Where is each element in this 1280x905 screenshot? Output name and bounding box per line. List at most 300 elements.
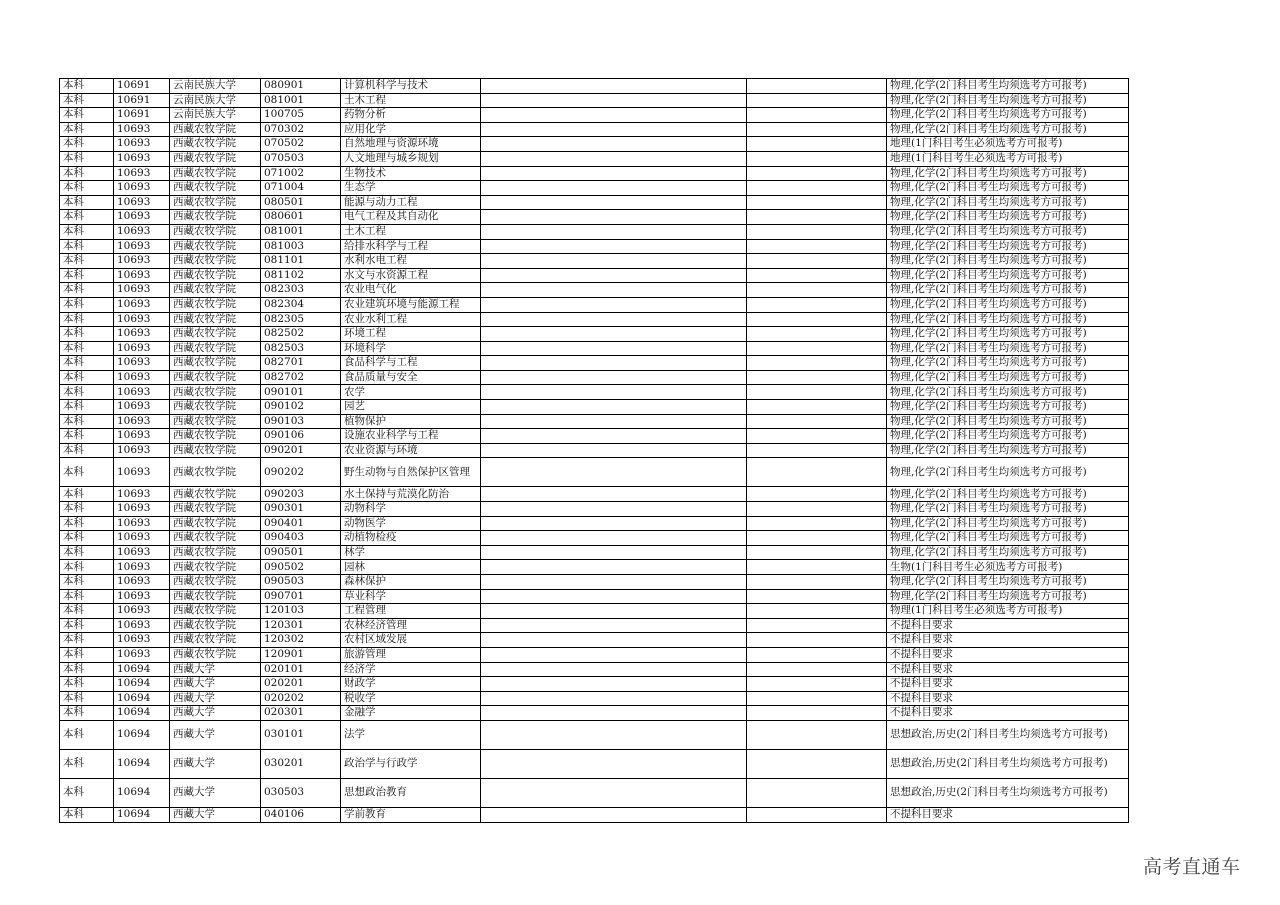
cell-major-name: 环境工程 [341, 327, 481, 342]
cell-blank-a [481, 341, 747, 356]
cell-school-code: 10693 [114, 370, 170, 385]
cell-school-code: 10693 [114, 356, 170, 371]
table-row [60, 531, 1129, 546]
cell-level: 本科 [60, 137, 114, 152]
cell-school-name: 西藏大学 [170, 807, 261, 822]
cell-major-name: 设施农业科学与工程 [341, 429, 481, 444]
cell-school-name: 西藏农牧学院 [170, 297, 261, 312]
cell-level: 本科 [60, 633, 114, 648]
cell-subject-requirement: 物理,化学(2门科目考生均须选考方可报考) [887, 224, 1129, 239]
cell-major-code: 020301 [261, 706, 341, 721]
cell-blank-b [747, 122, 887, 137]
cell-subject-requirement: 生物(1门科目考生必须选考方可报考) [887, 560, 1129, 575]
cell-blank-a [481, 647, 747, 662]
cell-school-name: 西藏农牧学院 [170, 195, 261, 210]
cell-blank-a [481, 327, 747, 342]
cell-subject-requirement: 思想政治,历史(2门科目考生均须选考方可报考) [887, 720, 1129, 749]
cell-level: 本科 [60, 443, 114, 458]
cell-level: 本科 [60, 502, 114, 517]
cell-blank-b [747, 662, 887, 677]
cell-subject-requirement: 不提科目要求 [887, 662, 1129, 677]
cell-school-name: 西藏大学 [170, 720, 261, 749]
cell-subject-requirement: 物理,化学(2门科目考生均须选考方可报考) [887, 545, 1129, 560]
cell-blank-a [481, 633, 747, 648]
cell-blank-b [747, 647, 887, 662]
cell-school-name: 西藏农牧学院 [170, 137, 261, 152]
cell-school-code: 10693 [114, 297, 170, 312]
cell-level: 本科 [60, 706, 114, 721]
cell-school-code: 10693 [114, 647, 170, 662]
cell-blank-b [747, 356, 887, 371]
cell-blank-b [747, 341, 887, 356]
cell-blank-a [481, 575, 747, 590]
cell-level: 本科 [60, 385, 114, 400]
cell-blank-a [481, 312, 747, 327]
cell-subject-requirement: 思想政治,历史(2门科目考生均须选考方可报考) [887, 749, 1129, 778]
cell-blank-b [747, 778, 887, 807]
cell-school-name: 西藏农牧学院 [170, 239, 261, 254]
cell-school-code: 10693 [114, 166, 170, 181]
cell-blank-a [481, 195, 747, 210]
cell-school-name: 西藏大学 [170, 677, 261, 692]
cell-major-name: 经济学 [341, 662, 481, 677]
cell-major-name: 学前教育 [341, 807, 481, 822]
cell-subject-requirement: 地理(1门科目考生必须选考方可报考) [887, 151, 1129, 166]
cell-subject-requirement: 物理,化学(2门科目考生均须选考方可报考) [887, 429, 1129, 444]
cell-major-code: 120901 [261, 647, 341, 662]
cell-blank-b [747, 531, 887, 546]
cell-level: 本科 [60, 283, 114, 298]
cell-blank-b [747, 677, 887, 692]
cell-major-code: 030503 [261, 778, 341, 807]
cell-major-name: 税收学 [341, 691, 481, 706]
cell-major-code: 090102 [261, 400, 341, 415]
cell-major-name: 水文与水资源工程 [341, 268, 481, 283]
cell-blank-a [481, 268, 747, 283]
cell-subject-requirement: 物理,化学(2门科目考生均须选考方可报考) [887, 356, 1129, 371]
cell-blank-b [747, 181, 887, 196]
cell-school-code: 10694 [114, 677, 170, 692]
cell-major-code: 080501 [261, 195, 341, 210]
cell-blank-b [747, 443, 887, 458]
table-row [60, 604, 1129, 619]
cell-level: 本科 [60, 210, 114, 225]
cell-blank-a [481, 400, 747, 415]
cell-subject-requirement: 物理,化学(2门科目考生均须选考方可报考) [887, 589, 1129, 604]
table-row [60, 807, 1129, 822]
cell-major-name: 能源与动力工程 [341, 195, 481, 210]
cell-school-name: 西藏大学 [170, 706, 261, 721]
cell-level: 本科 [60, 327, 114, 342]
cell-subject-requirement: 物理,化学(2门科目考生均须选考方可报考) [887, 516, 1129, 531]
cell-blank-b [747, 93, 887, 108]
cell-school-name: 西藏大学 [170, 662, 261, 677]
cell-blank-a [481, 210, 747, 225]
cell-subject-requirement: 物理,化学(2门科目考生均须选考方可报考) [887, 181, 1129, 196]
cell-school-name: 西藏农牧学院 [170, 589, 261, 604]
table-body [60, 79, 1129, 823]
cell-school-code: 10694 [114, 778, 170, 807]
cell-blank-a [481, 487, 747, 502]
cell-blank-b [747, 400, 887, 415]
table-row [60, 575, 1129, 590]
cell-subject-requirement: 物理,化学(2门科目考生均须选考方可报考) [887, 414, 1129, 429]
table-row [60, 370, 1129, 385]
cell-major-code: 090301 [261, 502, 341, 517]
table-row [60, 268, 1129, 283]
cell-school-name: 西藏农牧学院 [170, 356, 261, 371]
cell-major-name: 森林保护 [341, 575, 481, 590]
table-row [60, 618, 1129, 633]
cell-school-name: 西藏农牧学院 [170, 618, 261, 633]
cell-subject-requirement: 物理,化学(2门科目考生均须选考方可报考) [887, 195, 1129, 210]
cell-major-code: 090502 [261, 560, 341, 575]
cell-level: 本科 [60, 93, 114, 108]
cell-subject-requirement: 物理,化学(2门科目考生均须选考方可报考) [887, 166, 1129, 181]
cell-school-code: 10693 [114, 414, 170, 429]
cell-blank-b [747, 151, 887, 166]
cell-major-code: 090203 [261, 487, 341, 502]
table-row [60, 385, 1129, 400]
cell-major-code: 082702 [261, 370, 341, 385]
cell-major-code: 030201 [261, 749, 341, 778]
cell-school-code: 10691 [114, 79, 170, 94]
cell-level: 本科 [60, 181, 114, 196]
cell-major-name: 生态学 [341, 181, 481, 196]
cell-school-code: 10693 [114, 151, 170, 166]
cell-school-name: 西藏农牧学院 [170, 443, 261, 458]
cell-school-code: 10694 [114, 691, 170, 706]
cell-subject-requirement: 物理,化学(2门科目考生均须选考方可报考) [887, 210, 1129, 225]
cell-blank-b [747, 749, 887, 778]
cell-major-code: 082503 [261, 341, 341, 356]
cell-major-name: 农业建筑环境与能源工程 [341, 297, 481, 312]
cell-major-name: 人文地理与城乡规划 [341, 151, 481, 166]
table-row [60, 749, 1129, 778]
cell-school-name: 西藏农牧学院 [170, 604, 261, 619]
cell-level: 本科 [60, 254, 114, 269]
cell-school-code: 10693 [114, 560, 170, 575]
cell-subject-requirement: 不提科目要求 [887, 706, 1129, 721]
cell-major-code: 020202 [261, 691, 341, 706]
table-row [60, 662, 1129, 677]
cell-subject-requirement: 物理,化学(2门科目考生均须选考方可报考) [887, 297, 1129, 312]
cell-major-code: 030101 [261, 720, 341, 749]
cell-major-name: 生物技术 [341, 166, 481, 181]
cell-subject-requirement: 物理,化学(2门科目考生均须选考方可报考) [887, 458, 1129, 487]
cell-major-name: 电气工程及其自动化 [341, 210, 481, 225]
cell-blank-a [481, 458, 747, 487]
cell-major-name: 环境科学 [341, 341, 481, 356]
cell-major-name: 工程管理 [341, 604, 481, 619]
cell-major-name: 动植物检疫 [341, 531, 481, 546]
cell-level: 本科 [60, 356, 114, 371]
cell-major-name: 药物分析 [341, 108, 481, 123]
cell-major-name: 水土保持与荒漠化防治 [341, 487, 481, 502]
cell-level: 本科 [60, 604, 114, 619]
cell-major-name: 思想政治教育 [341, 778, 481, 807]
cell-major-code: 081102 [261, 268, 341, 283]
cell-major-name: 金融学 [341, 706, 481, 721]
cell-major-code: 081001 [261, 93, 341, 108]
cell-school-code: 10693 [114, 531, 170, 546]
table-row [60, 429, 1129, 444]
cell-blank-a [481, 254, 747, 269]
cell-school-name: 云南民族大学 [170, 79, 261, 94]
cell-blank-a [481, 560, 747, 575]
cell-major-code: 090403 [261, 531, 341, 546]
cell-school-code: 10693 [114, 254, 170, 269]
cell-level: 本科 [60, 575, 114, 590]
cell-blank-b [747, 254, 887, 269]
cell-blank-a [481, 137, 747, 152]
cell-school-code: 10693 [114, 429, 170, 444]
cell-major-code: 090401 [261, 516, 341, 531]
cell-level: 本科 [60, 122, 114, 137]
cell-subject-requirement: 不提科目要求 [887, 618, 1129, 633]
cell-school-name: 西藏农牧学院 [170, 327, 261, 342]
cell-major-code: 020201 [261, 677, 341, 692]
cell-school-code: 10693 [114, 283, 170, 298]
cell-major-code: 120302 [261, 633, 341, 648]
cell-blank-b [747, 268, 887, 283]
cell-blank-a [481, 108, 747, 123]
cell-subject-requirement: 物理,化学(2门科目考生均须选考方可报考) [887, 443, 1129, 458]
cell-blank-a [481, 297, 747, 312]
cell-blank-a [481, 516, 747, 531]
cell-subject-requirement: 不提科目要求 [887, 633, 1129, 648]
cell-major-code: 070302 [261, 122, 341, 137]
cell-blank-a [481, 502, 747, 517]
cell-blank-b [747, 720, 887, 749]
cell-blank-a [481, 691, 747, 706]
cell-blank-b [747, 385, 887, 400]
cell-major-code: 082303 [261, 283, 341, 298]
cell-level: 本科 [60, 545, 114, 560]
cell-school-name: 西藏大学 [170, 749, 261, 778]
cell-major-code: 090101 [261, 385, 341, 400]
cell-level: 本科 [60, 778, 114, 807]
cell-blank-b [747, 458, 887, 487]
cell-level: 本科 [60, 720, 114, 749]
cell-subject-requirement: 物理,化学(2门科目考生均须选考方可报考) [887, 254, 1129, 269]
cell-major-code: 040106 [261, 807, 341, 822]
cell-school-name: 西藏农牧学院 [170, 268, 261, 283]
cell-major-code: 120301 [261, 618, 341, 633]
cell-major-code: 082305 [261, 312, 341, 327]
cell-level: 本科 [60, 647, 114, 662]
cell-level: 本科 [60, 414, 114, 429]
cell-major-name: 旅游管理 [341, 647, 481, 662]
cell-level: 本科 [60, 516, 114, 531]
cell-subject-requirement: 物理(1门科目考生必须选考方可报考) [887, 604, 1129, 619]
cell-blank-a [481, 531, 747, 546]
table-row [60, 151, 1129, 166]
cell-major-name: 土木工程 [341, 224, 481, 239]
cell-level: 本科 [60, 108, 114, 123]
cell-major-name: 草业科学 [341, 589, 481, 604]
cell-school-code: 10691 [114, 108, 170, 123]
cell-subject-requirement: 物理,化学(2门科目考生均须选考方可报考) [887, 400, 1129, 415]
cell-major-name: 动物科学 [341, 502, 481, 517]
cell-blank-b [747, 297, 887, 312]
cell-major-code: 070503 [261, 151, 341, 166]
cell-major-code: 082502 [261, 327, 341, 342]
cell-major-code: 082304 [261, 297, 341, 312]
cell-school-code: 10693 [114, 633, 170, 648]
cell-school-name: 西藏农牧学院 [170, 633, 261, 648]
cell-blank-b [747, 618, 887, 633]
table-row [60, 720, 1129, 749]
table-row [60, 108, 1129, 123]
cell-school-code: 10693 [114, 443, 170, 458]
cell-subject-requirement: 物理,化学(2门科目考生均须选考方可报考) [887, 108, 1129, 123]
cell-level: 本科 [60, 458, 114, 487]
cell-blank-a [481, 370, 747, 385]
cell-subject-requirement: 物理,化学(2门科目考生均须选考方可报考) [887, 268, 1129, 283]
cell-school-code: 10693 [114, 545, 170, 560]
cell-blank-a [481, 224, 747, 239]
cell-level: 本科 [60, 531, 114, 546]
cell-school-code: 10693 [114, 400, 170, 415]
cell-level: 本科 [60, 807, 114, 822]
cell-blank-a [481, 414, 747, 429]
cell-subject-requirement: 物理,化学(2门科目考生均须选考方可报考) [887, 122, 1129, 137]
cell-blank-b [747, 502, 887, 517]
cell-major-name: 土木工程 [341, 93, 481, 108]
cell-blank-b [747, 224, 887, 239]
cell-level: 本科 [60, 151, 114, 166]
cell-subject-requirement: 不提科目要求 [887, 677, 1129, 692]
table-row [60, 297, 1129, 312]
cell-school-code: 10693 [114, 181, 170, 196]
cell-level: 本科 [60, 370, 114, 385]
cell-blank-b [747, 545, 887, 560]
cell-school-name: 西藏农牧学院 [170, 560, 261, 575]
cell-major-name: 食品科学与工程 [341, 356, 481, 371]
cell-level: 本科 [60, 677, 114, 692]
cell-major-code: 100705 [261, 108, 341, 123]
cell-blank-b [747, 487, 887, 502]
cell-major-code: 090701 [261, 589, 341, 604]
table-row [60, 691, 1129, 706]
cell-major-code: 090503 [261, 575, 341, 590]
cell-blank-a [481, 166, 747, 181]
cell-school-code: 10694 [114, 706, 170, 721]
cell-major-name: 水利水电工程 [341, 254, 481, 269]
cell-blank-b [747, 327, 887, 342]
cell-major-name: 计算机科学与技术 [341, 79, 481, 94]
cell-major-code: 082701 [261, 356, 341, 371]
cell-school-name: 西藏农牧学院 [170, 414, 261, 429]
cell-major-name: 动物医学 [341, 516, 481, 531]
cell-school-name: 西藏农牧学院 [170, 166, 261, 181]
cell-subject-requirement: 物理,化学(2门科目考生均须选考方可报考) [887, 327, 1129, 342]
table-row [60, 502, 1129, 517]
cell-school-name: 西藏农牧学院 [170, 400, 261, 415]
cell-level: 本科 [60, 400, 114, 415]
cell-school-code: 10694 [114, 807, 170, 822]
cell-subject-requirement: 物理,化学(2门科目考生均须选考方可报考) [887, 575, 1129, 590]
table-row [60, 356, 1129, 371]
cell-level: 本科 [60, 662, 114, 677]
cell-subject-requirement: 物理,化学(2门科目考生均须选考方可报考) [887, 341, 1129, 356]
cell-blank-b [747, 575, 887, 590]
cell-school-code: 10693 [114, 327, 170, 342]
cell-major-code: 070502 [261, 137, 341, 152]
cell-school-name: 云南民族大学 [170, 108, 261, 123]
cell-school-code: 10693 [114, 137, 170, 152]
cell-blank-b [747, 414, 887, 429]
cell-blank-b [747, 370, 887, 385]
table-row [60, 122, 1129, 137]
cell-blank-b [747, 429, 887, 444]
cell-subject-requirement: 不提科目要求 [887, 807, 1129, 822]
cell-school-code: 10693 [114, 312, 170, 327]
cell-major-name: 农学 [341, 385, 481, 400]
cell-subject-requirement: 物理,化学(2门科目考生均须选考方可报考) [887, 502, 1129, 517]
cell-blank-b [747, 137, 887, 152]
cell-level: 本科 [60, 312, 114, 327]
cell-subject-requirement: 物理,化学(2门科目考生均须选考方可报考) [887, 487, 1129, 502]
table-row [60, 327, 1129, 342]
cell-major-code: 090106 [261, 429, 341, 444]
cell-school-code: 10693 [114, 385, 170, 400]
cell-subject-requirement: 物理,化学(2门科目考生均须选考方可报考) [887, 93, 1129, 108]
table-row [60, 166, 1129, 181]
cell-school-code: 10694 [114, 662, 170, 677]
cell-blank-a [481, 545, 747, 560]
cell-subject-requirement: 地理(1门科目考生必须选考方可报考) [887, 137, 1129, 152]
cell-major-name: 农业水利工程 [341, 312, 481, 327]
cell-blank-a [481, 429, 747, 444]
cell-level: 本科 [60, 268, 114, 283]
cell-level: 本科 [60, 341, 114, 356]
cell-major-name: 植物保护 [341, 414, 481, 429]
cell-major-code: 090201 [261, 443, 341, 458]
table-row [60, 677, 1129, 692]
cell-level: 本科 [60, 224, 114, 239]
cell-school-name: 西藏农牧学院 [170, 385, 261, 400]
cell-level: 本科 [60, 560, 114, 575]
table-row [60, 647, 1129, 662]
cell-major-name: 政治学与行政学 [341, 749, 481, 778]
cell-subject-requirement: 物理,化学(2门科目考生均须选考方可报考) [887, 370, 1129, 385]
cell-blank-a [481, 356, 747, 371]
cell-school-name: 西藏农牧学院 [170, 458, 261, 487]
cell-blank-a [481, 589, 747, 604]
cell-blank-a [481, 122, 747, 137]
cell-school-name: 云南民族大学 [170, 93, 261, 108]
cell-blank-a [481, 778, 747, 807]
cell-school-name: 西藏农牧学院 [170, 210, 261, 225]
cell-blank-b [747, 166, 887, 181]
cell-blank-a [481, 79, 747, 94]
cell-blank-a [481, 93, 747, 108]
cell-school-code: 10694 [114, 720, 170, 749]
cell-blank-b [747, 807, 887, 822]
cell-major-code: 090501 [261, 545, 341, 560]
cell-blank-b [747, 604, 887, 619]
cell-school-code: 10694 [114, 749, 170, 778]
cell-blank-a [481, 443, 747, 458]
table-row [60, 516, 1129, 531]
cell-major-code: 090202 [261, 458, 341, 487]
cell-school-code: 10693 [114, 516, 170, 531]
table-row [60, 79, 1129, 94]
cell-subject-requirement: 物理,化学(2门科目考生均须选考方可报考) [887, 79, 1129, 94]
table-row [60, 414, 1129, 429]
